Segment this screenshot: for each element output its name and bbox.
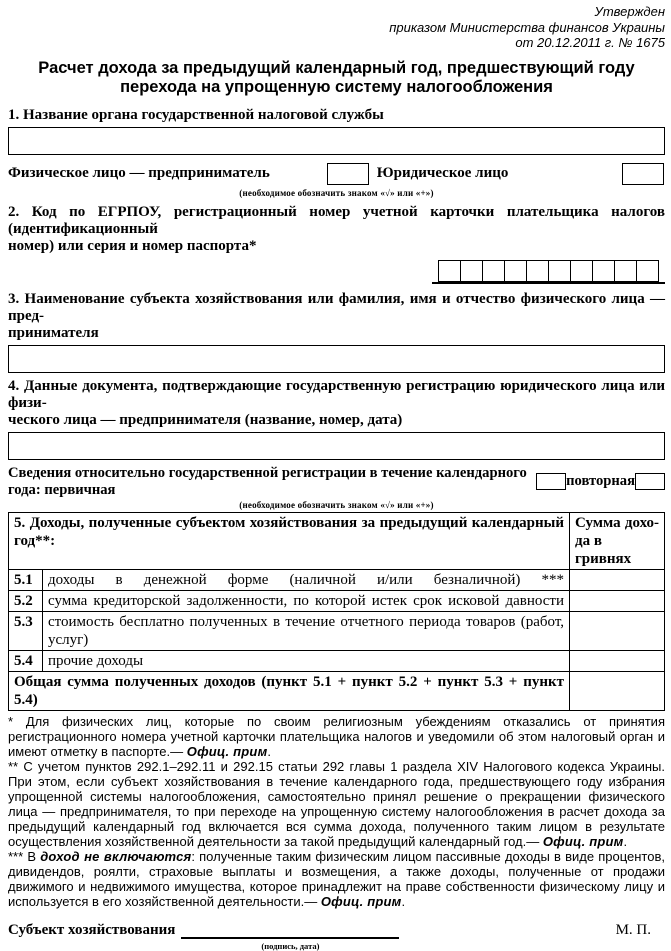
signature-row: [8, 921, 665, 951]
footnote-2-tail: .: [623, 833, 628, 849]
registration-label: Сведения относительно государственной регистрации в течение календарного года: первичная: [8, 464, 527, 498]
sum-cell-total[interactable]: [570, 671, 665, 710]
footnote-3-emphasis: доход не включаются: [40, 848, 192, 864]
section3-heading-line: принимателя: [8, 324, 99, 341]
individual-label: Физическое лицо — предприниматель: [8, 165, 270, 181]
secondary-registration-checkbox[interactable]: [635, 473, 665, 490]
footnote-3: [8, 849, 665, 909]
form-title-line: Расчет дохода за предыдущий календарный год, предшествующий году: [38, 58, 635, 77]
footnote-2: [8, 759, 665, 849]
code-cells-bar: [432, 260, 665, 284]
income-table-heading: 5. Доходы, полученные субъектом хозяйствования за предыдущий календарный год**:: [9, 512, 570, 569]
income-sum-heading: [570, 512, 665, 569]
row-description: доходы в денежной форме (наличной и/или безналичной) ***: [43, 569, 570, 590]
code-cell[interactable]: [614, 260, 637, 282]
signature-line[interactable]: [181, 922, 399, 951]
signature-caption: (подпись, дата): [261, 940, 320, 951]
section4-heading-line: 4. Данные документа, подтверждающие государственную регистрацию юридического лица или физи-: [8, 377, 665, 411]
legal-entity-checkbox[interactable]: [622, 163, 664, 185]
section2-heading: [8, 204, 665, 255]
code-cell[interactable]: [592, 260, 615, 282]
row-description: стоимость бесплатно полученных в течение отчетного периода товаров (работ, услуг): [43, 611, 570, 650]
approval-line: приказом Министерства финансов Украины: [389, 19, 665, 35]
code-cell[interactable]: [438, 260, 461, 282]
footnotes: [8, 714, 665, 909]
income-table-header-row: [9, 512, 665, 569]
footnote-1-emphasis: Офиц. прим: [186, 743, 268, 759]
footnote-1-tail: .: [267, 743, 272, 759]
footnote-1-text: * Для физических лиц, которые по своим религиозным убеждениям отказались от принятия регистрационного номера учетной карточки плательщика налогов и уведомили об этом налоговый орган и имеют отметку в паспорте.—: [8, 713, 665, 759]
code-cell[interactable]: [636, 260, 659, 282]
individual-checkbox[interactable]: [327, 163, 369, 185]
sum-cell-5-3[interactable]: [570, 611, 665, 650]
legal-entity-label: Юридическое лицо: [376, 165, 509, 181]
code-cell[interactable]: [570, 260, 593, 282]
section3-heading: [8, 291, 665, 342]
footnote-3-prefix: *** В: [8, 848, 41, 864]
income-table: [8, 512, 665, 711]
row-description: сумма кредиторской задолженности, по которой истек срок исковой давности: [43, 590, 570, 611]
primary-registration-checkbox[interactable]: [536, 473, 566, 490]
section1-heading: 1. Название органа государственной налоговой службы: [8, 106, 384, 123]
code-cell[interactable]: [526, 260, 549, 282]
income-row-5-4: [9, 650, 665, 671]
row-number: 5.4: [9, 650, 43, 671]
section3-heading-line: 3. Наименование субъекта хозяйствования или фамилия, имя и отчество физического лица — пред-: [8, 290, 665, 324]
mark-note: (необходимое обозначить знаком «√» или «+»): [239, 499, 434, 510]
footnote-3-emphasis-2: Офиц. прим: [320, 893, 402, 909]
code-cells-row: [8, 260, 665, 284]
code-cells: [438, 260, 659, 282]
row-number: 5.3: [9, 611, 43, 650]
section2-heading-line: номер) или серия и номер паспорта*: [8, 237, 257, 254]
form-title: [8, 59, 665, 97]
tax-authority-input[interactable]: [8, 127, 665, 155]
footnote-3-tail: .: [401, 893, 406, 909]
sum-cell-5-4[interactable]: [570, 650, 665, 671]
sum-cell-5-2[interactable]: [570, 590, 665, 611]
code-cell[interactable]: [460, 260, 483, 282]
secondary-registration-label: повторная: [566, 473, 635, 489]
income-total-row: [9, 671, 665, 710]
income-row-5-2: [9, 590, 665, 611]
income-sum-heading-line: да в гривнях: [575, 532, 632, 567]
sum-cell-5-1[interactable]: [570, 569, 665, 590]
code-cell[interactable]: [504, 260, 527, 282]
stamp-label: М. П.: [615, 921, 651, 938]
approval-line: от 20.12.2011 г. № 1675: [515, 35, 665, 50]
row-description: прочие доходы: [43, 650, 570, 671]
signature-label: Субъект хозяйствования: [8, 921, 176, 938]
row-number: 5.2: [9, 590, 43, 611]
approval-line: Утвержден: [594, 4, 665, 19]
form-title-line: перехода на упрощенную систему налогообложения: [120, 77, 553, 96]
total-label: Общая сумма полученных доходов (пункт 5.1 + пункт 5.2 + пункт 5.3 + пункт 5.4): [9, 671, 570, 710]
footnote-1: [8, 714, 665, 759]
section2-heading-line: 2. Код по ЕГРПОУ, регистрационный номер учетной карточки плательщика налогов (идентификационный: [8, 203, 665, 237]
footnote-3-text: : полученные таким физическим лицом пассивные доходы в виде процентов, дивидендов, роялти, страховые выплаты и возмещения, а также доходы, полученные от продажи движимого и недвижимого имущества, которое принадлежит на праве собственности физическому лицу и используется в его хозяйственной деятельности.—: [8, 848, 665, 909]
section4-heading: [8, 378, 665, 429]
section4-heading-line: ческого лица — предпринимателя (название, номер, дата): [8, 411, 403, 428]
income-row-5-1: [9, 569, 665, 590]
row-number: 5.1: [9, 569, 43, 590]
footnote-2-text: ** С учетом пунктов 292.1–292.11 и 292.15 статьи 292 главы 1 раздела XIV Налогового кодекса Украины. При этом, если субъект хозяйствования в течение календарного года, предшествующего году избрания упрощенной системы налогообложения, самостоятельно принял решение о прекращении физического лица — предпринимателя, то при переходе на упрощенную систему налогообложения в расчет дохода за предыдущий календарный год включается вся сумма дохода, полученного таким лицом в результате осуществления хозяйственной деятельности за такой предыдущий календарный год.—: [8, 758, 665, 849]
footnote-2-emphasis: Офиц. прим: [542, 833, 624, 849]
registration-document-input[interactable]: [8, 432, 665, 460]
income-row-5-3: [9, 611, 665, 650]
income-sum-heading-line: Сумма дохо-: [575, 514, 659, 531]
code-cell[interactable]: [482, 260, 505, 282]
business-name-input[interactable]: [8, 345, 665, 373]
registration-row: [8, 465, 665, 499]
mark-note: (необходимое обозначить знаком «√» или «+»): [239, 187, 434, 198]
code-cell[interactable]: [548, 260, 571, 282]
approval-block: [8, 4, 665, 51]
entity-type-row: [8, 163, 665, 185]
